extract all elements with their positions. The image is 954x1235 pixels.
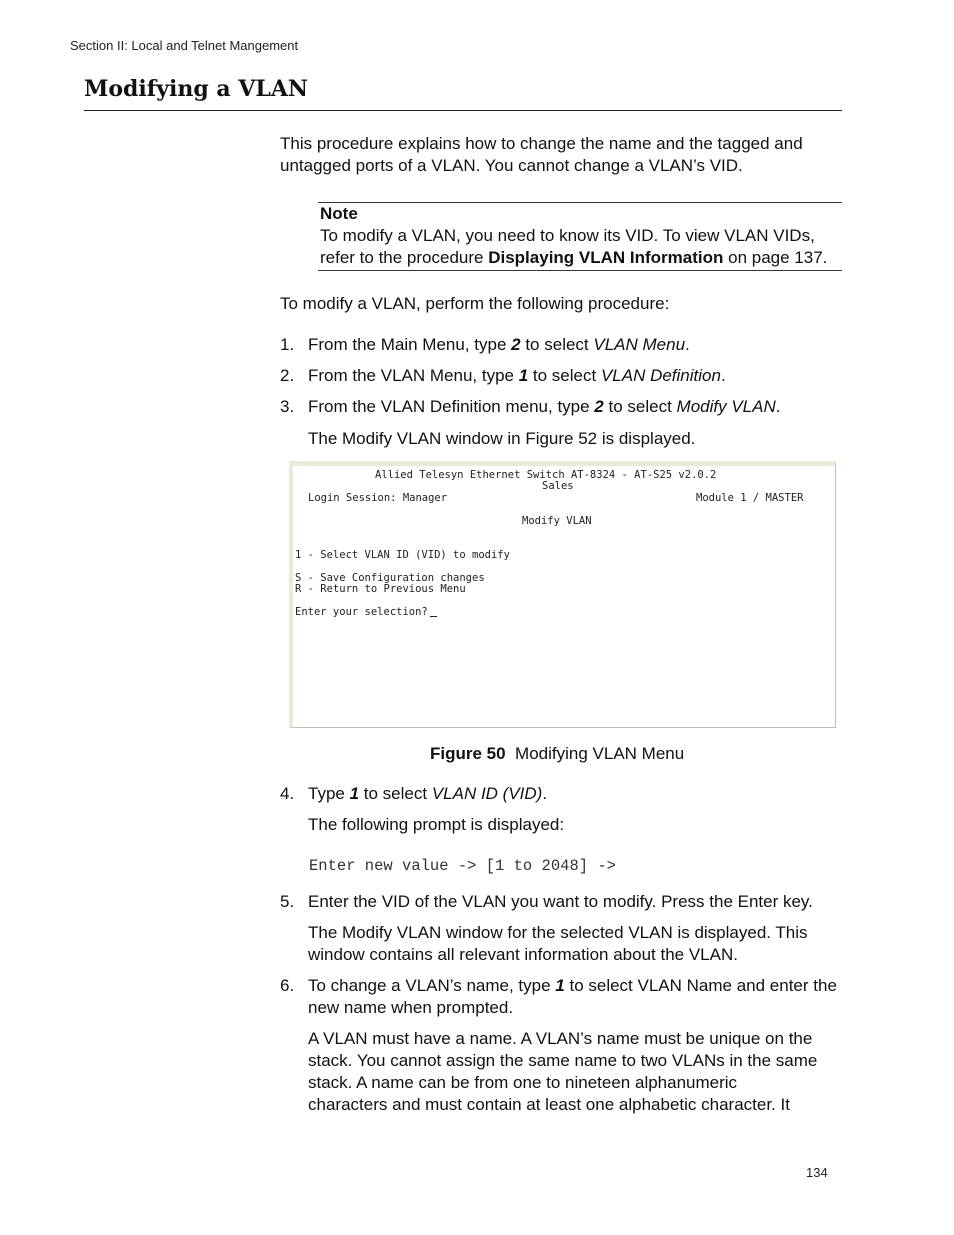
terminal-option-save: S - Save Configuration changes: [295, 572, 485, 584]
step-2: [308, 365, 726, 387]
step-1-key: 2: [511, 335, 521, 354]
step-3-followup: The Modify VLAN window in Figure 52 is displayed.: [308, 429, 696, 448]
step-4-text: Type: [308, 784, 350, 803]
step-3-number: 3.: [280, 397, 295, 416]
figure-caption: [430, 744, 684, 764]
step-2-target: VLAN Definition: [600, 366, 721, 385]
step-1-text: From the Main Menu, type: [308, 335, 512, 354]
step-6-paragraph: [308, 1028, 817, 1116]
step-5: Enter the VID of the VLAN you want to modify. Press the Enter key.: [308, 892, 813, 911]
terminal-system-name: Sales: [542, 480, 574, 492]
note-line-2: [320, 247, 827, 269]
step-3: [308, 396, 780, 418]
step-3-target: Modify VLAN: [676, 397, 776, 416]
step-5-followup-line-1: The Modify VLAN window for the selected VLAN is displayed. This: [308, 923, 808, 942]
step-4: [308, 783, 547, 805]
step-1-end: .: [685, 335, 690, 354]
step-2-text: From the VLAN Menu, type: [308, 366, 519, 385]
terminal-option-return: R - Return to Previous Menu: [295, 583, 466, 595]
step-6-para-line-2: stack. You cannot assign the same name to two VLANs in the same: [308, 1051, 818, 1070]
step-1-mid: to select: [520, 335, 594, 354]
terminal-module: Module 1 / MASTER: [696, 492, 804, 504]
step-4-target: VLAN ID (VID): [431, 784, 543, 803]
step-3-mid: to select: [603, 397, 677, 416]
step-6-line-2: new name when prompted.: [308, 998, 514, 1017]
step-1: [308, 334, 690, 356]
terminal-banner: Allied Telesyn Ethernet Switch AT-8324 - AT-S25 v2.0.2: [375, 469, 717, 481]
step-6-end: to select VLAN Name and enter the: [564, 976, 837, 995]
running-header: Section II: Local and Telnet Mangement: [70, 38, 299, 53]
figure-label: Figure 50: [430, 744, 506, 763]
step-4-key: 1: [349, 784, 360, 803]
terminal-screenshot: [289, 461, 836, 728]
note-line-2-post: on page 137.: [723, 248, 828, 267]
step-4-number: 4.: [280, 784, 295, 803]
step-4-end: .: [542, 784, 548, 803]
step-6-key: 1: [555, 976, 565, 995]
intro-line-2: untagged ports of a VLAN. You cannot change a VLAN’s VID.: [280, 156, 743, 175]
step-3-end: .: [775, 397, 781, 416]
step-2-mid: to select: [528, 366, 601, 385]
step-3-key: 2: [594, 397, 604, 416]
step-6-number: 6.: [280, 976, 295, 995]
step-2-number: 2.: [280, 366, 295, 385]
terminal-prompt-text: Enter your selection?: [295, 606, 428, 618]
intro-paragraph: [280, 133, 803, 177]
terminal-prompt: [295, 606, 437, 618]
page-number: 134: [806, 1165, 828, 1180]
cursor-icon: [430, 616, 437, 617]
intro-line-1: This procedure explains how to change the name and the tagged and: [280, 134, 803, 153]
console-prompt: Enter new value -> [1 to 2048] ->: [309, 857, 616, 875]
step-3-text: From the VLAN Definition menu, type: [308, 397, 595, 416]
page-title: Modifying a VLAN: [84, 76, 309, 102]
step-6-line-1: [308, 975, 837, 997]
step-6-text: To change a VLAN’s name, type: [308, 976, 556, 995]
step-1-number: 1.: [280, 335, 295, 354]
terminal-menu-title: Modify VLAN: [522, 515, 592, 527]
note-line-1: To modify a VLAN, you need to know its VID. To view VLAN VIDs,: [320, 226, 815, 245]
step-6: [308, 975, 837, 1019]
note-box: [320, 203, 827, 269]
note-xref: Displaying VLAN Information: [488, 248, 724, 267]
procedure-lead: To modify a VLAN, perform the following procedure:: [280, 294, 670, 313]
step-2-key: 1: [518, 366, 529, 385]
step-1-target: VLAN Menu: [593, 335, 686, 354]
step-4-mid: to select: [359, 784, 432, 803]
step-6-para-line-3: stack. A name can be from one to nineteen alphanumeric: [308, 1073, 738, 1092]
note-bottom-rule: [318, 270, 842, 271]
note-heading: Note: [320, 204, 358, 223]
figure-caption-text: Modifying VLAN Menu: [515, 744, 685, 763]
terminal-session: Login Session: Manager: [308, 492, 448, 504]
step-5-followup: [308, 922, 808, 966]
note-line-2-pre: refer to the procedure: [320, 248, 489, 267]
step-6-para-line-1: A VLAN must have a name. A VLAN’s name must be unique on the: [308, 1029, 813, 1048]
step-6-para-line-4: characters and must contain at least one alphabetic character. It: [308, 1095, 790, 1114]
title-rule: [84, 110, 842, 111]
step-5-followup-line-2: window contains all relevant information about the VLAN.: [308, 945, 738, 964]
step-2-end: .: [720, 366, 726, 385]
step-4-followup: The following prompt is displayed:: [308, 815, 565, 834]
step-5-number: 5.: [280, 892, 295, 911]
terminal-option-1: 1 - Select VLAN ID (VID) to modify: [295, 549, 510, 561]
